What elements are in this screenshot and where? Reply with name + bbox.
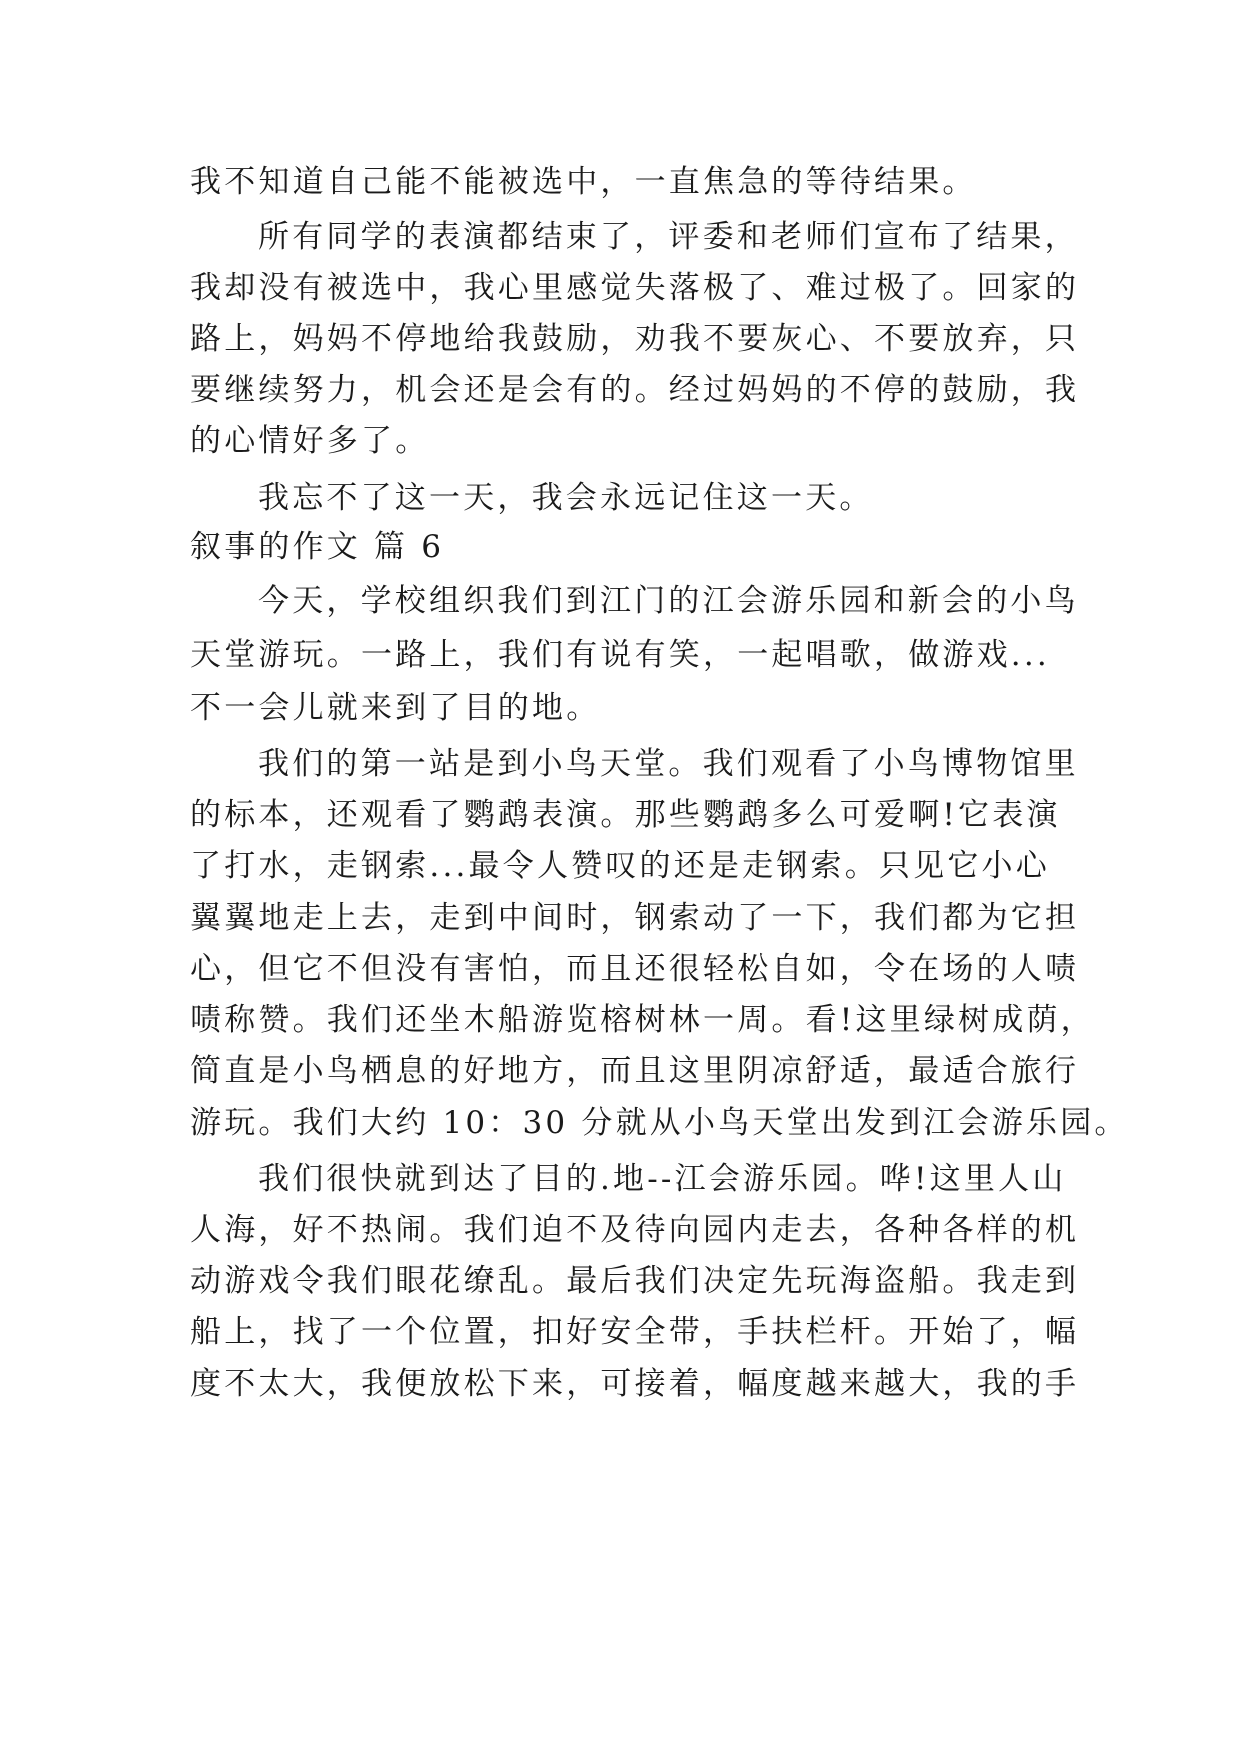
text-line: 要继续努力，机会还是会有的。经过妈妈的不停的鼓励，我 [190,372,1080,408]
paragraph-first-line: 今天，学校组织我们到江门的江会游乐园和新会的小鸟 [258,583,1079,619]
text-line: 的心情好多了。 [190,423,430,459]
text-line: 天堂游玩。一路上，我们有说有笑，一起唱歌，做游戏... [190,637,1050,673]
text-line: 船上，找了一个位置，扣好安全带，手扶栏杆。开始了，幅 [190,1314,1080,1350]
text-line: 度不太大，我便放松下来，可接着，幅度越来越大，我的手 [190,1366,1080,1402]
paragraph-first-line: 所有同学的表演都结束了，评委和老师们宣布了结果， [258,219,1079,255]
text-line: 了打水，走钢索...最令人赞叹的还是走钢索。只见它小心 [190,848,1050,884]
text-line: 啧称赞。我们还坐木船游览榕树林一周。看!这里绿树成荫， [190,1002,1095,1038]
text-line: 简直是小鸟栖息的好地方，而且这里阴凉舒适，最适合旅行 [190,1053,1080,1089]
text-line: 动游戏令我们眼花缭乱。最后我们决定先玩海盗船。我走到 [190,1263,1080,1299]
paragraph-first-line: 我们的第一站是到小鸟天堂。我们观看了小鸟博物馆里 [258,746,1079,782]
text-line: 的标本，还观看了鹦鹉表演。那些鹦鹉多么可爱啊!它表演 [190,797,1061,833]
text-line: 我不知道自己能不能被选中，一直焦急的等待结果。 [190,164,977,200]
text-line: 翼翼地走上去，走到中间时，钢索动了一下，我们都为它担 [190,900,1080,936]
text-line: 心，但它不但没有害怕，而且还很轻松自如，令在场的人啧 [190,951,1080,987]
text-line: 路上，妈妈不停地给我鼓励，劝我不要灰心、不要放弃，只 [190,321,1080,357]
text-line: 游玩。我们大约 10：30 分就从小鸟天堂出发到江会游乐园。 [190,1105,1129,1141]
text-line: 我却没有被选中，我心里感觉失落极了、难过极了。回家的 [190,270,1080,306]
paragraph-first-line: 我们很快就到达了目的.地--江会游乐园。哗!这里人山 [258,1161,1067,1197]
paragraph-first-line: 我忘不了这一天，我会永远记住这一天。 [258,480,874,516]
section-heading: 叙事的作文 篇 6 [190,529,445,565]
text-line: 人海，好不热闹。我们迫不及待向园内走去，各种各样的机 [190,1212,1080,1248]
text-line: 不一会儿就来到了目的地。 [190,690,601,726]
